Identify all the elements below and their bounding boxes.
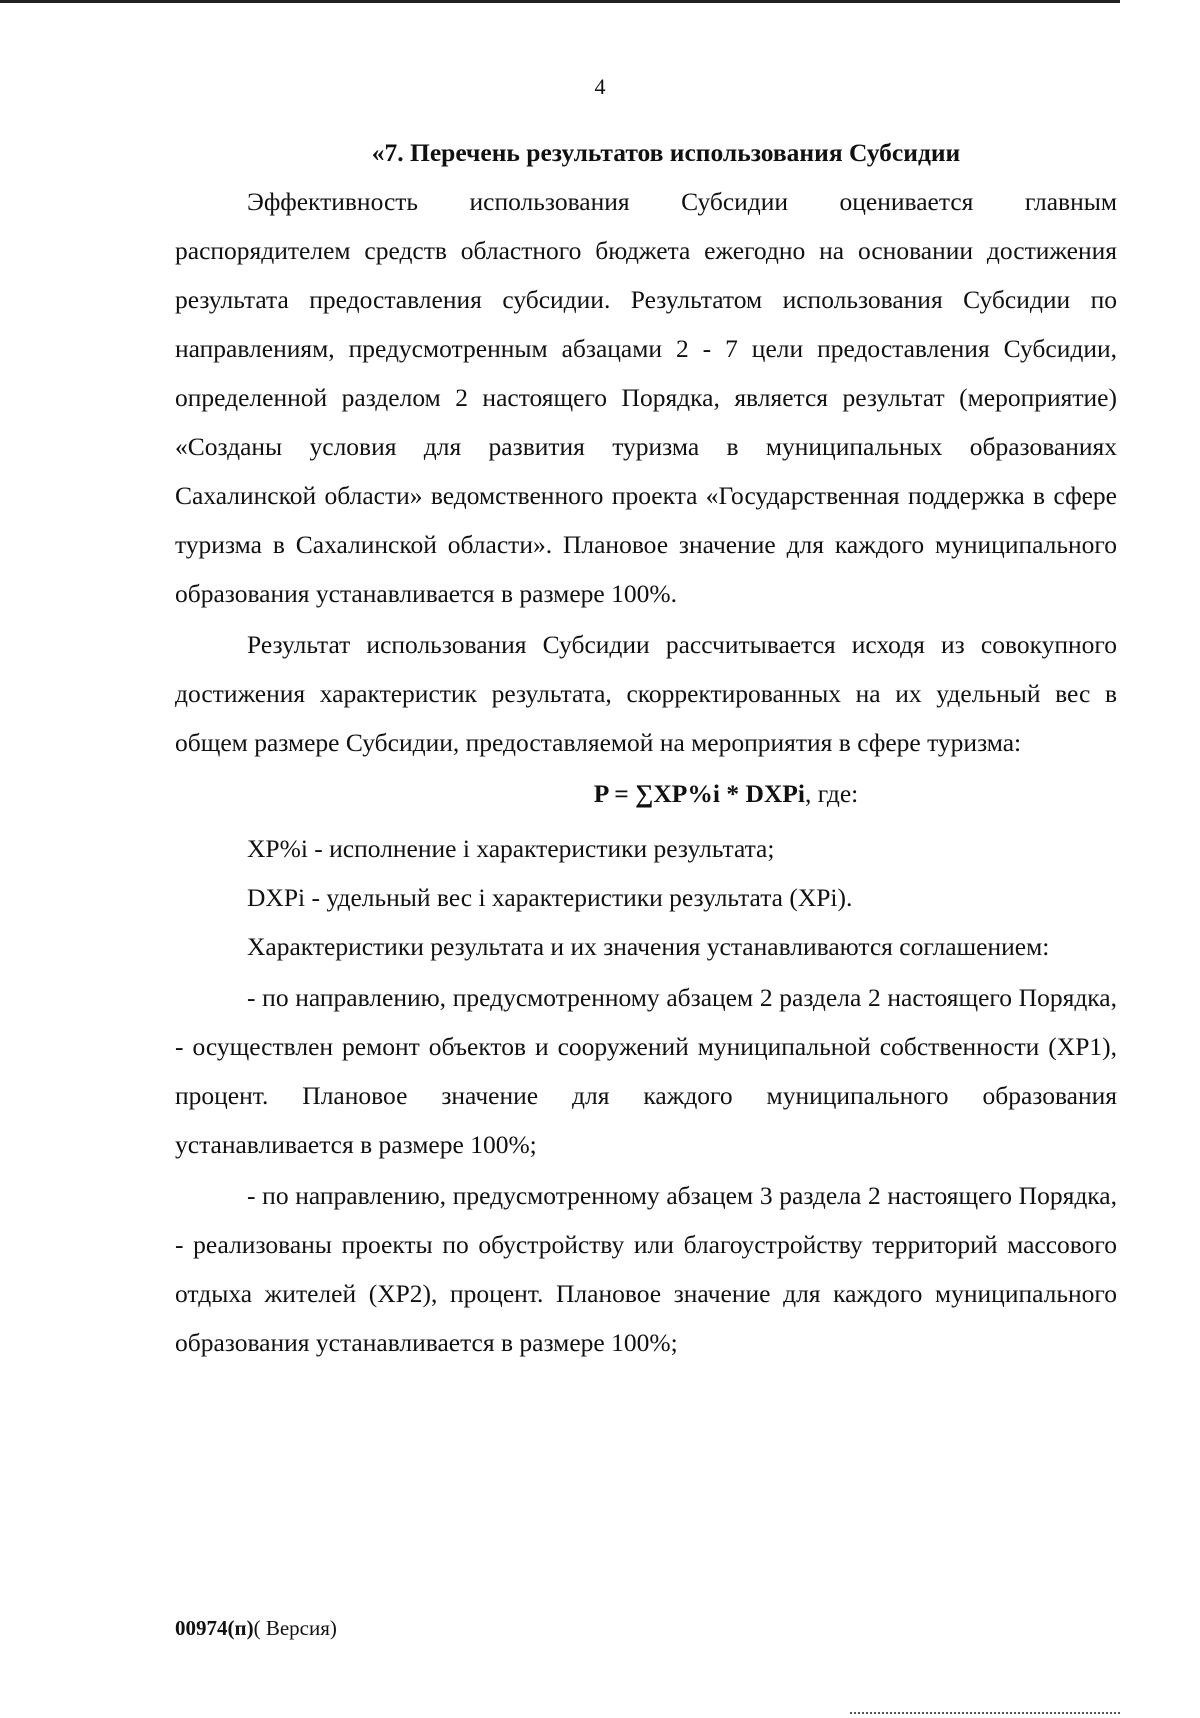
paragraph-effectiveness: Эффективность использования Субсидии оценивается главным распорядителем средств областного бюджета ежегодно на основании достижения результата предоставления субсидии. Результатом использования Субсидии по направлениям, предусмотренным абзацами 2 - 7 цели предоставления Субсидии, определенной разделом 2 настоящего Порядка, является результат (мероприятие) «Созданы условия для развития туризма в муниципальных образованиях Сахалинской области» ведомственного проекта «Государственная поддержка в сфере туризма в Сахалинской области». Плановое значение для каждого муниципального образования устанавливается в размере 100%.: [175, 187, 1117, 608]
definition-dxp: DXPi - удельный вес i характеристики результата (XPi).: [247, 883, 853, 912]
formula-suffix: , где:: [804, 779, 859, 808]
section-heading: «7. Перечень результатов использования Субсидии: [371, 138, 961, 167]
footer-document-code: 00974(п): [175, 1616, 254, 1640]
document-footer: [175, 1616, 337, 1641]
paragraph-direction-2: - по направлению, предусмотренному абзацем 2 раздела 2 настоящего Порядка, - осуществлен ремонт объектов и сооружений муниципальной собственности (XP1), процент. Плановое значение для каждого муниципального образования устанавливается в размере 100%;: [175, 983, 1117, 1159]
footer-version: ( Версия): [253, 1616, 337, 1640]
bottom-dotted-line: [850, 1712, 1120, 1716]
formula-expression: P = ∑XP%i * DXPi: [593, 779, 805, 808]
paragraph-characteristics: Характеристики результата и их значения устанавливаются соглашением:: [247, 932, 1050, 961]
paragraph-result-calculation: Результат использования Субсидии рассчитывается исходя из совокупного достижения характеристик результата, скорректированных на их удельный вес в общем размере Субсидии, предоставляемой на мероприятия в сфере туризма:: [175, 630, 1117, 757]
top-border-line: [0, 0, 1120, 3]
page-number: 4: [594, 74, 606, 99]
document-body: [175, 128, 1117, 1367]
formula: [175, 769, 1117, 818]
paragraph-direction-3: - по направлению, предусмотренному абзацем 3 раздела 2 настоящего Порядка, - реализованы проекты по обустройству или благоустройству территорий массового отдыха жителей (XP2), процент. Плановое значение для каждого муниципального образования устанавливается в размере 100%;: [175, 1181, 1117, 1357]
definition-xp: XP%i - исполнение i характеристики результата;: [247, 834, 775, 863]
